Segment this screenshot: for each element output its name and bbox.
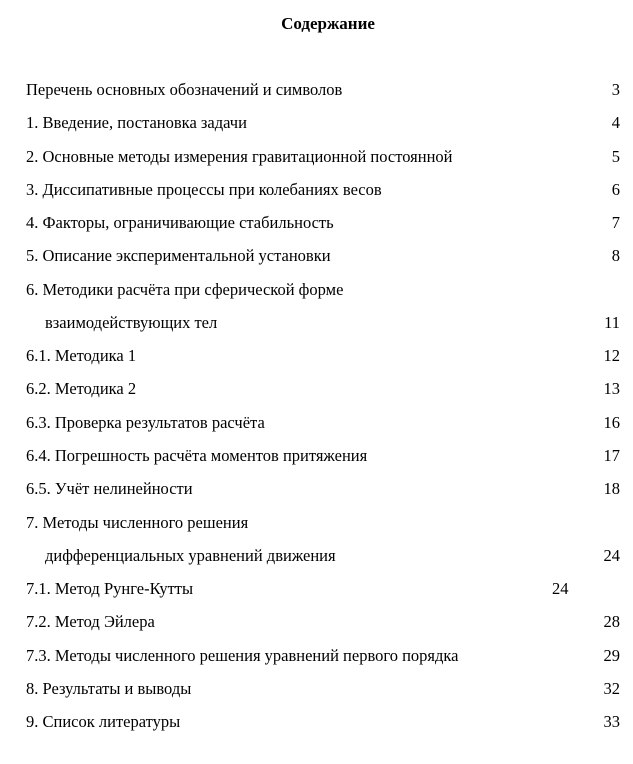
toc-entry xyxy=(0,512,633,534)
toc-entry-text: 9. Список литературы xyxy=(26,712,181,731)
toc-entry xyxy=(0,445,633,467)
toc-entry-page: 12 xyxy=(603,346,620,365)
toc-entry-text: взаимодействующих тел xyxy=(45,313,218,332)
toc-entry-text: 7.1. Метод Рунге-Кутты xyxy=(26,579,194,598)
toc-entry-text: 2. Основные методы измерения гравитационной постоянной xyxy=(26,147,453,166)
toc-entry-text: 6. Методики расчёта при сферической форме xyxy=(26,280,344,299)
toc-entry-page: 3 xyxy=(611,80,620,99)
toc-entry-page: 33 xyxy=(603,712,620,731)
toc-entry xyxy=(0,312,633,334)
toc-entry-text: 4. Факторы, ограничивающие стабильность xyxy=(26,213,334,232)
toc-entry xyxy=(0,279,633,301)
toc-entry-text: 1. Введение, постановка задачи xyxy=(26,113,247,132)
toc-entry-text: 6.1. Методика 1 xyxy=(26,346,137,365)
toc-entry xyxy=(0,345,633,367)
toc-entry-text: 8. Результаты и выводы xyxy=(26,679,192,698)
toc-entry-page: 29 xyxy=(603,646,620,665)
toc-entry-page: 7 xyxy=(611,213,620,232)
toc-entry-page: 6 xyxy=(611,180,620,199)
toc-entry-page: 11 xyxy=(604,313,620,332)
toc-entry-text: дифференциальных уравнений движения xyxy=(45,546,336,565)
toc-entry-page: 24 xyxy=(603,546,620,565)
toc-entry xyxy=(0,112,633,134)
toc-entry xyxy=(0,478,633,500)
toc-entry-page: 13 xyxy=(603,379,620,398)
toc-entry xyxy=(0,412,633,434)
toc-entry-text: 6.4. Погрешность расчёта моментов притяжения xyxy=(26,446,368,465)
toc-entry-text: 6.3. Проверка результатов расчёта xyxy=(26,413,265,432)
toc-entry-page: 8 xyxy=(611,246,620,265)
toc-entry xyxy=(0,79,633,101)
toc-entry-text: 7.3. Методы численного решения уравнений первого порядка xyxy=(26,646,459,665)
toc-entry xyxy=(0,645,633,667)
toc-entry-text: 3. Диссипативные процессы при колебаниях весов xyxy=(26,180,382,199)
toc-entry xyxy=(0,378,633,400)
toc-entry-page: 5 xyxy=(611,147,620,166)
toc-entry xyxy=(0,611,633,633)
toc-entry-page: 17 xyxy=(603,446,620,465)
toc-entry xyxy=(0,711,633,733)
toc-entry-page: 32 xyxy=(603,679,620,698)
toc-entry-page: 4 xyxy=(611,113,620,132)
toc-title: Содержание xyxy=(281,14,375,33)
toc-entry xyxy=(0,245,633,267)
toc-entry xyxy=(0,146,633,168)
toc-entry-text: 5. Описание экспериментальной установки xyxy=(26,246,331,265)
toc-entry-page: 28 xyxy=(603,612,620,631)
toc-entry-page: 18 xyxy=(603,479,620,498)
toc-entry xyxy=(0,179,633,201)
toc-entry-page: 24 xyxy=(552,579,569,598)
toc-entry-text: 7. Методы численного решения xyxy=(26,513,249,532)
toc-entry-page: 16 xyxy=(603,413,620,432)
toc-entry xyxy=(0,578,633,600)
toc-entry-text: Перечень основных обозначений и символов xyxy=(26,80,343,99)
toc-entry xyxy=(0,545,633,567)
toc-entry-text: 7.2. Метод Эйлера xyxy=(26,612,155,631)
toc-entry-text: 6.5. Учёт нелинейности xyxy=(26,479,193,498)
toc-entry xyxy=(0,678,633,700)
toc-entry-text: 6.2. Методика 2 xyxy=(26,379,137,398)
toc-entry xyxy=(0,212,633,234)
